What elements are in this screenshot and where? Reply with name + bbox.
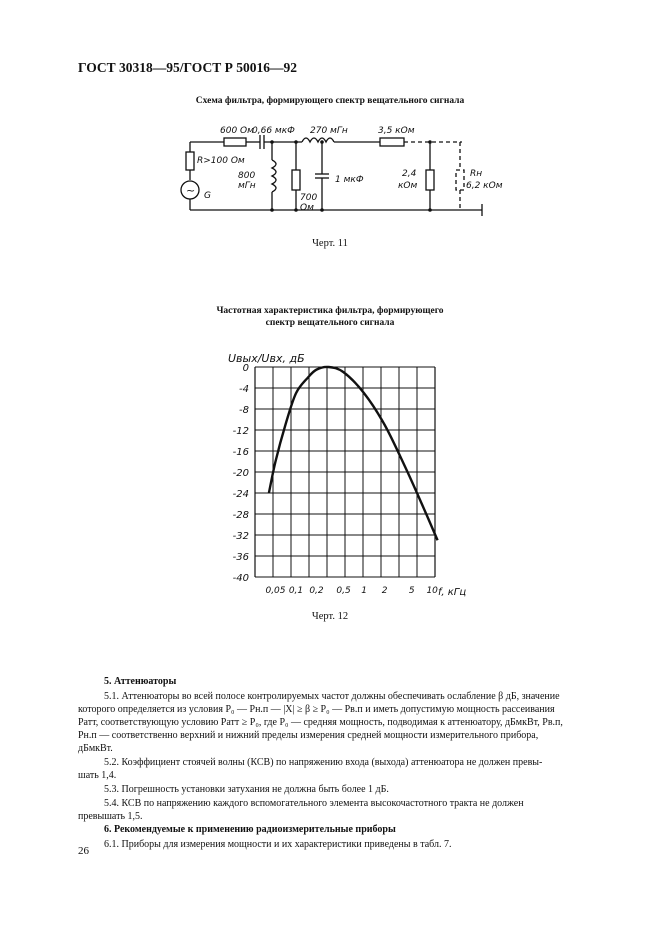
label-l800a: 800 [238, 171, 256, 181]
figure11-caption: Схема фильтра, формирующего спектр вещательного сигнала [195, 96, 465, 106]
y-tick-label: -24 [232, 489, 249, 500]
inductor-800 [272, 160, 276, 192]
label-c066: 0,66 мкФ [252, 126, 295, 136]
label-gen: G [204, 191, 211, 201]
y-tick-label: -40 [232, 573, 249, 584]
y-tick-label: -28 [232, 510, 249, 521]
label-rsrc: R>100 Ом [197, 156, 245, 166]
x-tick-label: 0,1 [288, 586, 304, 596]
page-header: ГОСТ 30318—95/ГОСТ Р 50016—92 [78, 60, 297, 75]
resistor-24k [426, 170, 434, 190]
figure12-caption-line2: спектр вещательного сигнала [265, 318, 395, 328]
x-tick-label: 0,05 [265, 586, 286, 596]
section6-title: 6. Рекомендуемые к применению радиоизмерительные приборы [104, 824, 396, 835]
resistor-35k [380, 138, 404, 146]
page-number: 26 [78, 845, 89, 857]
y-tick-label: -32 [232, 531, 249, 542]
resistor-load [456, 170, 464, 190]
generator-symbol: ~ [186, 184, 196, 197]
figure12-label: Черт. 12 [311, 611, 349, 622]
x-tick-label: 2 [381, 586, 388, 596]
label-r35: 3,5 кОм [378, 126, 415, 136]
p52-line1: 5.2. Коэффициент стоячей волны (КСВ) по напряжению входа (выхода) аттенюатора не должен превы- [104, 757, 543, 768]
label-l270: 270 мГн [310, 126, 348, 136]
p54-line1: 5.4. КСВ по напряжению каждого вспомогательного элемента высокочастотного тракта не должен [104, 798, 524, 809]
label-r700a: 700 [300, 193, 318, 203]
p52-line2: шать 1,4. [78, 770, 117, 781]
label-c1: 1 мкФ [335, 175, 364, 185]
y-tick-label: -36 [232, 552, 249, 563]
p54-line2: превышать 1,5. [78, 811, 143, 822]
x-tick-label: 1 [361, 586, 367, 596]
x-tick-label: 10 [426, 586, 438, 596]
resistor-600 [224, 138, 246, 146]
y-tick-label: -20 [232, 468, 249, 479]
resistor-700 [292, 170, 300, 190]
y-tick-label: -8 [239, 405, 249, 416]
label-r600: 600 Ом [220, 126, 254, 136]
p51-line1: 5.1. Аттенюаторы во всей полосе контролируемых частот должны обеспечивать ослабление β дБ, значение [104, 691, 560, 702]
label-r24a: 2,4 [402, 169, 417, 179]
label-r24b: кОм [398, 181, 418, 191]
label-rnb: 6,2 кОм [466, 181, 503, 191]
filter-circuit-diagram [180, 118, 503, 233]
figure11-label: Черт. 11 [312, 238, 348, 249]
label-r700b: Ом [300, 203, 314, 213]
p53: 5.3. Погрешность установки затухания не должна быть более 1 дБ. [104, 784, 389, 795]
y-tick-label: -16 [232, 447, 249, 458]
frequency-response-chart [210, 340, 490, 605]
label-rna: Rн [470, 169, 483, 179]
p61: 6.1. Приборы для измерения мощности и их характеристики приведены в табл. 7. [104, 839, 452, 850]
p51-line2: которого определяется из условия P₀ — Pн.п — |X| ≥ β ≥ P₀ — Pв.п и иметь допустимую мощность рассеивания [78, 704, 555, 715]
figure12-caption-line1: Частотная характеристика фильтра, формирующего [216, 306, 444, 316]
y-tick-label: -12 [232, 426, 249, 437]
p51-line3: Pатт, соответствующую условию Pатт ≥ P₀, где P₀ — средняя мощность, подводимая к аттенюатору, дБмкВт, Pв.п, [78, 717, 563, 728]
x-tick-label: 0,5 [336, 586, 351, 596]
resistor-source [186, 152, 194, 170]
inductor-270 [302, 138, 334, 142]
x-tick-label: 5 [408, 586, 415, 596]
section5-title: 5. Аттенюаторы [104, 676, 177, 687]
p51-line5: дБмкВт. [78, 743, 113, 754]
y-tick-label: 0 [242, 363, 249, 374]
x-tick-label: 0,2 [309, 586, 324, 596]
label-l800b: мГн [238, 181, 256, 191]
p51-line4: Pн.п — соответственно верхний и нижний пределы измерения средней мощности измерительного прибора, [78, 730, 539, 741]
y-tick-label: -4 [239, 384, 249, 395]
chart-ylabel: Uвых/Uвх, дБ [228, 352, 305, 365]
chart-xlabel: f, кГц [438, 587, 467, 598]
